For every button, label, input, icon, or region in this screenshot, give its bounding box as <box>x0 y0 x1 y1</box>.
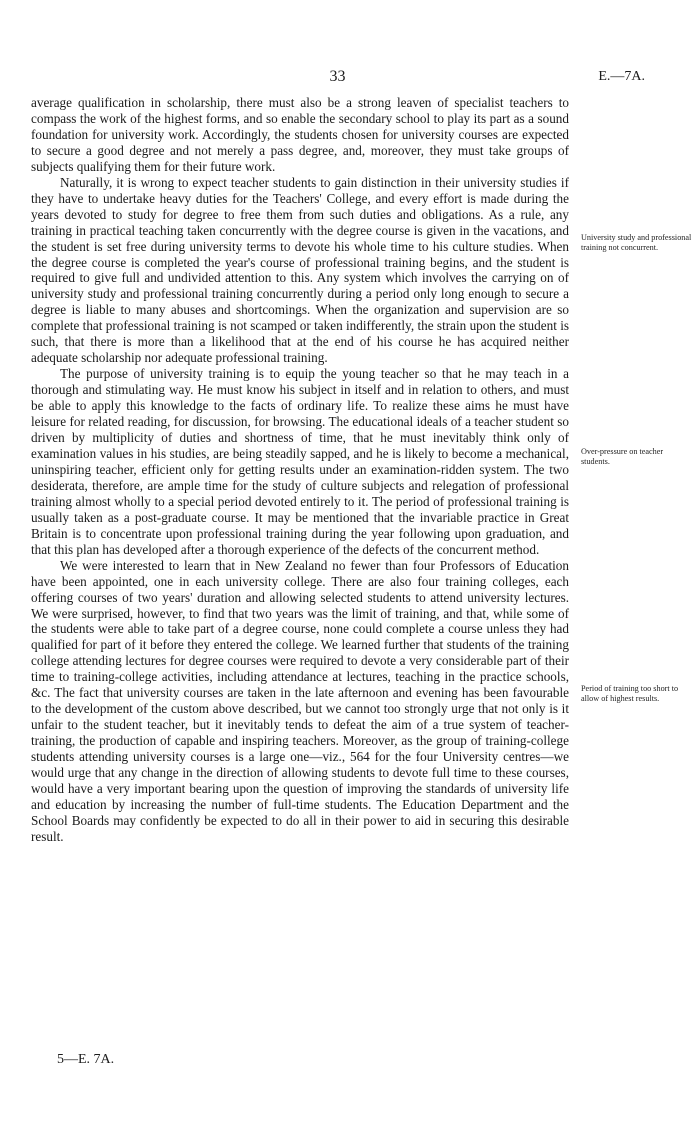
page-number: 33 <box>329 68 346 85</box>
body-text <box>31 95 569 845</box>
paragraph-1: average qualification in scholarship, there must also be a strong leaven of specialist teachers to compass the work of the highest forms, and so enable the secondary school to play its part as a sound foundation for university work. Accordingly, the students chosen for university courses are expected to secure a good degree and not merely a pass degree, and, moreover, they must take groups of subjects qualifying them for their future work. <box>31 95 569 174</box>
margin-note-university-study: University study and professional training not concurrent. <box>581 233 692 252</box>
document-reference: E.—7A. <box>598 69 645 84</box>
paragraph-2: Naturally, it is wrong to expect teacher students to gain distinction in their university studies if they have to undertake heavy duties for the Teachers' College, and every effort is made during the years devoted to study for degree to free them from such duties and obligations. As a rule, any training in practical teaching taken concurrently with the degree course is given in the vacations, and the student is set free during university terms to devote his whole time to his culture studies. When the degree course is completed the year's course of professional training begins, and the student is required to give full and undivided attention to this. Any system which involves the carrying on of university study and professional training concurrently during a period only long enough to secure a degree is liable to many abuses and shortcomings. When the organization and supervision are so complete that professional training is not scamped or taken indifferently, the strain upon the student is such, that there is more than a likelihood that at the end of his course he has acquired neither adequate scholarship nor adequate professional training. <box>31 174 569 366</box>
margin-note-over-pressure: Over-pressure on teacher students. <box>581 447 664 466</box>
page-header <box>30 70 645 88</box>
paragraph-3: The purpose of university training is to equip the young teacher so that he may teach in a thorough and stimulating way. He must know his subject in itself and in relation to others, and must be able to apply this knowledge to the facts of ordinary life. To realize these aims he must have leisure for related reading, for discussion, for browsing. The educational ideals of a teacher student so driven by multiplicity of duties and shortness of time, that he must inevitably think only of examination values in his studies, are being steadily sapped, and he is likely to become a mechanical, uninspiring teacher, efficient only for getting results under an examination-ridden system. The two desiderata, therefore, are ample time for the study of culture subjects and relegation of professional training almost wholly to a special period devoted entirely to it. The period of professional training is usually taken as a post-graduate course. It may be mentioned that the invariable practice in Great Britain is to concentrate upon professional training during the year following upon graduation, and that this plan has developed after a thorough experience of the defects of the concurrent method. <box>31 366 569 557</box>
margin-note-period-of-training: Period of training too short to allow of highest results. <box>581 684 679 703</box>
paragraph-4: We were interested to learn that in New Zealand no fewer than four Professors of Education have been appointed, one in each university college. There are also four training colleges, each offering courses of two years' duration and allowing selected students to attend university lectures. We were surprised, however, to find that two years was the limit of training, and that, while some of the students were able to take part of a degree course, none could complete a course unless they had qualified for part of it before they entered the college. We learned further that students of the training college attending lectures for degree courses were required to devote a very considerable part of their time to training-college activities, including attendance at lectures, teaching in the practice schools, &c. The fact that university courses are taken in the late afternoon and evening has been favourable to the development of the custom above described, but we cannot too strongly urge that not only is it unfair to the student teacher, but it inevitably tends to defeat the aim of a true system of teacher-training, the production of capable and inspiring teachers. Moreover, as the group of training-college students attending university courses is a large one—viz., 564 for the four University centres—we would urge that any change in the direction of allowing students to devote full time to these courses, would have a very important bearing upon the question of improving the standards of university life and education by increasing the number of full-time students. The Education Department and the School Boards may confidently be expected to do all in their power to aid in securing this desirable result. <box>31 557 569 844</box>
footer-signature: 5—E. 7A. <box>57 1052 115 1067</box>
